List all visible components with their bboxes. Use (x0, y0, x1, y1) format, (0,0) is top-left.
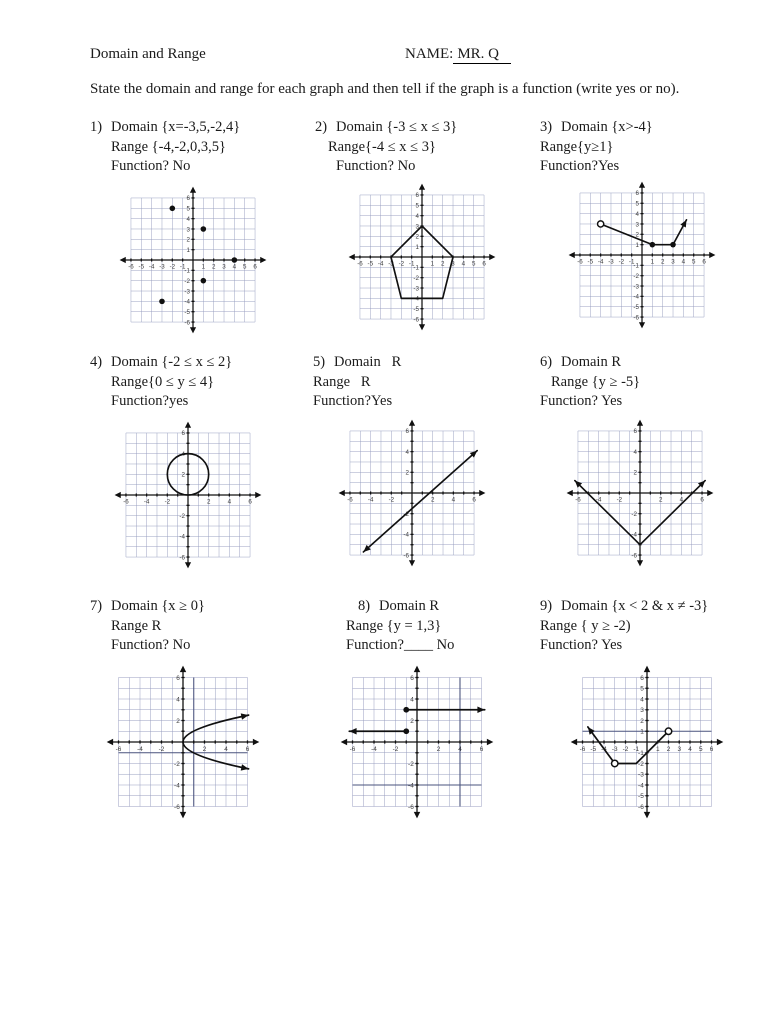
svg-text:-2 (165, 498, 171, 505)
svg-text:-2 (399, 260, 405, 267)
svg-text:6 (176, 675, 180, 682)
svg-text:4 (224, 746, 228, 753)
graph-5-line (336, 417, 488, 569)
problem-2-domain: Domain {-3 ≤ x ≤ 3} (336, 119, 458, 135)
graph-6-v-shape (564, 417, 716, 569)
svg-text:-6 (580, 746, 586, 753)
svg-text:-2 (617, 496, 623, 503)
svg-text:2 (186, 237, 190, 244)
svg-text:-3 (612, 746, 618, 753)
svg-text:4 (452, 496, 456, 503)
problem-7-number: 7) (90, 598, 103, 614)
problem-8-function: Function?____ No (346, 637, 455, 653)
svg-text:6 (410, 675, 414, 682)
svg-text:4 (176, 696, 180, 703)
svg-text:-2 (633, 273, 639, 280)
svg-text:6 (640, 675, 644, 682)
graph-4-circle (112, 419, 264, 571)
svg-text:6 (248, 498, 252, 505)
svg-text:6 (633, 428, 637, 435)
svg-text:-1 (184, 268, 190, 275)
svg-text:2 (176, 718, 180, 725)
svg-text:-3 (633, 283, 639, 290)
svg-text:4 (410, 696, 414, 703)
problem-8-range: Range {y = 1,3} (346, 617, 442, 634)
instructions: State the domain and range for each graph and then tell if the graph is a function (write yes or no). (90, 81, 680, 97)
svg-text:-2 (623, 746, 629, 753)
svg-text:-6 (123, 498, 129, 505)
problem-9-range: Range { y ≥ -2) (540, 617, 631, 634)
svg-text:-6 (350, 746, 356, 753)
svg-text:-2 (174, 761, 180, 768)
problem-9-function: Function? Yes (540, 637, 623, 653)
svg-text:6 (702, 258, 706, 265)
problem-8-domain: Domain R (379, 598, 440, 614)
problem-3 (540, 118, 653, 177)
problem-3-range: Range{y≥1} (540, 138, 614, 155)
svg-text:6 (710, 746, 714, 753)
problem-4-range: Range{0 ≤ y ≤ 4} (111, 373, 215, 390)
problem-9 (540, 597, 708, 656)
svg-text:-6 (408, 804, 414, 811)
svg-text:6 (482, 260, 486, 267)
svg-text:-5 (590, 746, 596, 753)
svg-text:6 (405, 428, 409, 435)
svg-text:6 (472, 496, 476, 503)
graph-9-piecewise (568, 663, 726, 821)
svg-text:-2 (393, 746, 399, 753)
svg-text:-5 (139, 263, 145, 270)
svg-text:6 (415, 192, 419, 199)
graph-7-sideways-parabola (104, 663, 262, 821)
svg-text:4 (186, 216, 190, 223)
svg-text:1 (640, 729, 644, 736)
svg-text:-4 (633, 294, 639, 301)
svg-text:4 (405, 449, 409, 456)
problem-4-function: Function?yes (111, 393, 189, 409)
svg-text:4 (682, 258, 686, 265)
svg-text:1 (415, 244, 419, 251)
svg-text:4 (228, 498, 232, 505)
name-label: NAME: (405, 46, 454, 62)
svg-text:4 (640, 696, 644, 703)
problem-5-range: Range R (313, 373, 371, 390)
svg-text:2 (633, 470, 637, 477)
svg-text:-4 (378, 260, 384, 267)
svg-text:-6 (575, 496, 581, 503)
name-value: MR. Q (453, 46, 511, 64)
svg-text:-4 (371, 746, 377, 753)
svg-text:1 (431, 260, 435, 267)
svg-text:2 (415, 234, 419, 241)
graph-3-piecewise (566, 179, 718, 331)
svg-text:6 (253, 263, 257, 270)
problem-5-domain: Domain R (334, 354, 402, 370)
svg-text:-5 (413, 306, 419, 313)
svg-text:-6 (179, 554, 185, 561)
svg-text:2 (181, 472, 185, 479)
svg-text:4 (633, 449, 637, 456)
svg-text:1 (651, 258, 655, 265)
svg-text:2 (431, 496, 435, 503)
svg-text:3 (671, 258, 675, 265)
svg-text:5 (699, 746, 703, 753)
svg-text:-3 (638, 772, 644, 779)
problem-7-range: Range R (111, 617, 162, 634)
svg-text:-4 (144, 498, 150, 505)
svg-text:-2 (408, 761, 414, 768)
svg-text:-2 (413, 275, 419, 282)
svg-text:2 (203, 746, 207, 753)
svg-text:-3 (184, 288, 190, 295)
svg-text:-2 (170, 263, 176, 270)
problem-6-range: Range {y ≥ -5} (551, 373, 641, 390)
svg-text:-2 (619, 258, 625, 265)
svg-text:-6 (357, 260, 363, 267)
problem-2-range: Range{-4 ≤ x ≤ 3} (328, 138, 436, 155)
svg-text:-3 (413, 285, 419, 292)
problem-3-domain: Domain {x>-4} (561, 119, 653, 135)
problem-1-range: Range {-4,-2,0,3,5} (111, 138, 226, 155)
svg-text:-1 (413, 265, 419, 272)
problem-4 (90, 353, 232, 412)
svg-text:-6 (128, 263, 134, 270)
svg-text:3 (677, 746, 681, 753)
svg-text:6 (246, 746, 250, 753)
svg-text:3 (640, 707, 644, 714)
svg-text:-4 (408, 782, 414, 789)
svg-text:5 (186, 206, 190, 213)
svg-text:-2 (179, 513, 185, 520)
svg-text:2 (661, 258, 665, 265)
problem-5 (313, 353, 401, 412)
svg-text:-6 (403, 552, 409, 559)
svg-text:2 (207, 498, 211, 505)
svg-text:1 (656, 746, 660, 753)
svg-text:2 (410, 718, 414, 725)
svg-text:6 (635, 190, 639, 197)
svg-text:-5 (368, 260, 374, 267)
problem-9-domain: Domain {x < 2 & x ≠ -3} (561, 598, 709, 614)
svg-text:-5 (633, 304, 639, 311)
svg-text:-4 (403, 532, 409, 539)
svg-text:-4 (174, 782, 180, 789)
svg-text:-4 (598, 258, 604, 265)
problem-6-number: 6) (540, 354, 553, 370)
svg-text:5 (692, 258, 696, 265)
svg-text:5 (640, 686, 644, 693)
svg-text:-4 (638, 782, 644, 789)
problem-2-function: Function? No (336, 158, 416, 174)
problem-8-number: 8) (358, 598, 371, 614)
svg-text:4 (233, 263, 237, 270)
svg-text:2 (659, 496, 663, 503)
svg-text:-4 (179, 534, 185, 541)
svg-text:-5 (638, 793, 644, 800)
problem-7 (90, 597, 205, 656)
graph-8-horizontal-rays (338, 663, 496, 821)
svg-text:-4 (137, 746, 143, 753)
svg-text:2 (405, 470, 409, 477)
svg-text:3 (222, 263, 226, 270)
problem-6 (540, 353, 640, 412)
svg-text:4 (458, 746, 462, 753)
svg-text:-1 (633, 263, 639, 270)
problem-1-function: Function? No (111, 158, 191, 174)
problem-6-function: Function? Yes (540, 393, 623, 409)
problem-5-function: Function?Yes (313, 393, 393, 409)
svg-text:4 (688, 746, 692, 753)
svg-text:-3 (608, 258, 614, 265)
problem-1-number: 1) (90, 119, 103, 135)
problem-1-domain: Domain {x=-3,5,-2,4} (111, 119, 241, 135)
svg-text:-2 (184, 278, 190, 285)
problem-5-number: 5) (313, 354, 326, 370)
svg-text:-6 (413, 316, 419, 323)
svg-text:6 (186, 195, 190, 202)
problem-6-domain: Domain R (561, 354, 622, 370)
problem-2 (315, 118, 457, 177)
svg-text:5 (472, 260, 476, 267)
graph-2-pentagon (346, 181, 498, 333)
problem-1 (90, 118, 240, 177)
svg-text:4 (635, 211, 639, 218)
name-field (405, 46, 511, 63)
svg-text:6 (700, 496, 704, 503)
svg-text:3 (635, 221, 639, 228)
svg-text:-2 (389, 496, 395, 503)
svg-text:5 (635, 201, 639, 208)
problem-7-domain: Domain {x ≥ 0} (111, 598, 205, 614)
graph-1-scatter-points (117, 184, 269, 336)
svg-text:-3 (159, 263, 165, 270)
svg-text:-4 (184, 299, 190, 306)
svg-text:4 (415, 213, 419, 220)
problem-9-number: 9) (540, 598, 553, 614)
svg-text:5 (415, 203, 419, 210)
svg-text:-5 (588, 258, 594, 265)
problem-3-function: Function?Yes (540, 158, 620, 174)
svg-text:-4 (149, 263, 155, 270)
svg-text:5 (243, 263, 247, 270)
svg-text:-6 (633, 314, 639, 321)
svg-text:4 (462, 260, 466, 267)
svg-text:2 (441, 260, 445, 267)
svg-text:2 (640, 718, 644, 725)
svg-text:-6 (638, 804, 644, 811)
svg-text:-6 (577, 258, 583, 265)
problem-8 (346, 597, 454, 656)
svg-text:-6 (347, 496, 353, 503)
svg-text:1 (635, 242, 639, 249)
svg-text:-2 (159, 746, 165, 753)
svg-text:-6 (631, 552, 637, 559)
page-title: Domain and Range (90, 46, 206, 62)
svg-text:2 (212, 263, 216, 270)
problem-4-number: 4) (90, 354, 103, 370)
svg-text:-6 (174, 804, 180, 811)
problem-7-function: Function? No (111, 637, 191, 653)
svg-text:-4 (368, 496, 374, 503)
svg-text:3 (186, 226, 190, 233)
svg-text:2 (437, 746, 441, 753)
problem-2-number: 2) (315, 119, 328, 135)
svg-text:-6 (116, 746, 122, 753)
svg-text:6 (480, 746, 484, 753)
svg-text:-5 (184, 309, 190, 316)
svg-text:1 (202, 263, 206, 270)
svg-text:2 (667, 746, 671, 753)
problem-3-number: 3) (540, 119, 553, 135)
svg-text:1 (186, 247, 190, 254)
svg-text:-2 (631, 511, 637, 518)
svg-text:-6 (184, 319, 190, 326)
problem-4-domain: Domain {-2 ≤ x ≤ 2} (111, 354, 233, 370)
svg-text:6 (181, 430, 185, 437)
